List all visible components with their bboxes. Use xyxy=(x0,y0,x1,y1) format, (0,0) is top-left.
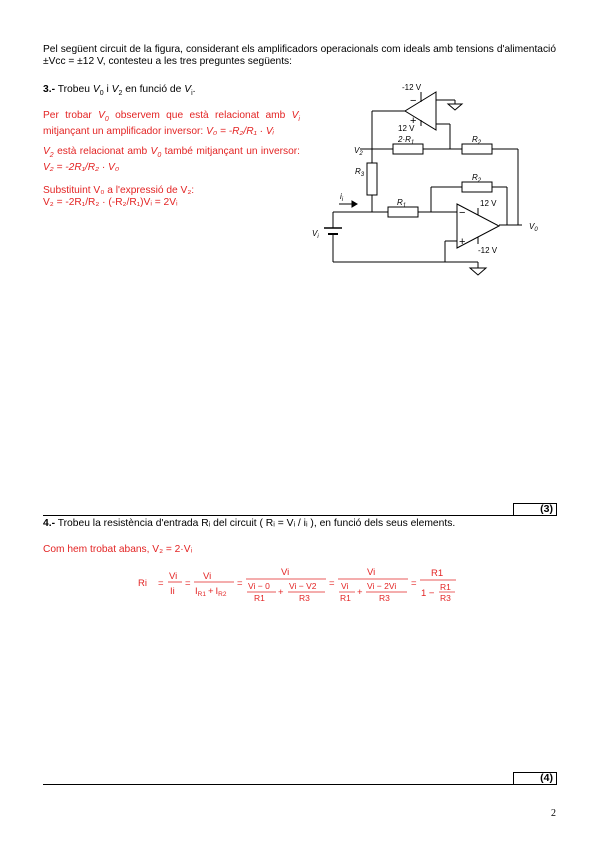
divider-line-4 xyxy=(43,784,557,785)
f-ir1: I xyxy=(195,586,198,597)
label-r2-mid: R xyxy=(472,173,478,182)
question-4 xyxy=(43,518,455,529)
f-ir2-sub: R2 xyxy=(218,591,227,598)
svg-text:V2 xyxy=(354,146,363,157)
label-v0: V xyxy=(529,222,535,231)
answer-equation: V₂ = -2R₁/R₂ · V₀ xyxy=(43,161,120,173)
f-ri: Ri xyxy=(138,578,147,589)
answer-3-paragraph-2: $V_2$ està relacionat amb $V_0$ també mitjançant un inversor: V₂ = -2R₁/R₂ · V₀ xyxy=(43,146,300,173)
svg-text:V0 xyxy=(529,222,538,233)
f-one-minus: 1 − xyxy=(421,588,435,599)
ground-bottom xyxy=(470,268,486,275)
q3-text: i xyxy=(103,84,112,95)
label-ii: i xyxy=(340,192,342,201)
answer-text: mitjançant un amplificador inversor: xyxy=(43,125,207,137)
f-vi: Vi xyxy=(341,581,349,591)
answer-3-paragraph-3 xyxy=(43,185,300,208)
f-eq: = xyxy=(329,578,335,589)
f-vi0: Vi − 0 xyxy=(248,581,270,591)
answer-3-paragraph-1: Per trobar $V_0$ observem que està relacionat amb $V_i$ mitjançant un amplificador inversor: V₀ = -R₂/R₁ · Vᵢ xyxy=(43,110,300,137)
answer-text: Per trobar xyxy=(43,110,99,121)
circuit-diagram xyxy=(300,76,550,286)
label-r1: R xyxy=(397,198,403,207)
f-eq: = xyxy=(158,578,164,589)
f-eq: = xyxy=(411,578,417,589)
q3-v0-sub: 0 xyxy=(99,90,104,98)
svg-text:ii xyxy=(340,192,344,203)
label-v2: V xyxy=(354,146,360,155)
question-4-number: 4.- xyxy=(43,518,56,529)
ground-top xyxy=(448,104,462,110)
f-vi-2vi: Vi − 2Vi xyxy=(367,581,397,591)
answer-text: Substituint V₀ a l'expressió de V₂: xyxy=(43,185,195,196)
q3-text: en funció de xyxy=(122,84,185,95)
label-vi-sub: i xyxy=(317,234,319,240)
f-plus: + xyxy=(357,587,363,598)
question-3-number: 3.- xyxy=(43,84,56,95)
q3-vi: V xyxy=(184,84,192,95)
f-r3: R3 xyxy=(379,593,390,603)
label-pos12-bot: 12 V xyxy=(480,199,497,208)
resistor-r3 xyxy=(367,163,377,195)
answer-text: observem que està relacionat amb xyxy=(108,110,292,121)
f-vi: Vi xyxy=(203,571,212,582)
label-v2-sub: 2 xyxy=(359,151,363,157)
f-r1: R1 xyxy=(440,582,451,592)
q3-v2: V xyxy=(111,84,119,95)
f-plus: + xyxy=(207,586,214,597)
f-eq: = xyxy=(237,578,243,589)
q3-v2-sub: 2 xyxy=(118,90,123,98)
question-3 xyxy=(43,84,196,97)
q3-vi-sub: i xyxy=(191,90,193,98)
label-neg12-bot: -12 V xyxy=(478,246,498,255)
opamp-bot-plus: + xyxy=(459,236,466,248)
intro-paragraph: Pel següent circuit de la figura, considerant els amplificadors operacionals com ideals amb tensions d'alimentació ±Vcc = ±12 V, contesteu a les tres preguntes següents: xyxy=(43,44,556,68)
f-vi-v2: Vi − V2 xyxy=(289,581,317,591)
question-4-text: Trobeu la resistència d'entrada Rᵢ del circuit ( Rᵢ = Vᵢ / iᵢ ), en funció dels seus elements. xyxy=(55,518,456,529)
label-r1-sub: 1 xyxy=(402,203,407,209)
score-box-3: (3) xyxy=(513,503,557,516)
label-2r1: 2·R xyxy=(398,135,411,144)
answer-equation: V₀ = -R₂/R₁ · Vᵢ xyxy=(206,125,274,137)
f-vi: Vi xyxy=(169,571,178,582)
opamp-top-plus: + xyxy=(410,115,417,127)
f-r1: R1 xyxy=(431,568,444,579)
answer-4-line: Com hem trobat abans, V₂ = 2·Vᵢ xyxy=(43,544,193,555)
page-number: 2 xyxy=(551,808,556,819)
ri-formula xyxy=(138,564,478,608)
svg-text:Vi xyxy=(312,229,319,240)
svg-text:R3 xyxy=(355,167,365,178)
label-r2-top: R xyxy=(472,135,478,144)
divider-line-3 xyxy=(43,515,557,516)
label-neg12-top: -12 V xyxy=(402,83,422,92)
resistor-2r1 xyxy=(393,144,423,154)
label-r3-sub: 3 xyxy=(360,172,365,178)
label-vi: V xyxy=(312,229,318,238)
q3-v0: V xyxy=(92,84,100,95)
f-r1: R1 xyxy=(254,593,265,603)
label-pos12-top: 12 V xyxy=(398,124,415,133)
answer-text: també mitjançant un inversor: xyxy=(161,146,300,157)
svg-text:IR1+IR2 xyxy=(195,586,227,598)
label-v0-sub: 0 xyxy=(534,227,538,233)
opamp-bot-minus: − xyxy=(459,207,466,219)
f-vi: Vi xyxy=(367,567,376,578)
f-ii: Ii xyxy=(170,586,175,597)
f-plus: + xyxy=(278,587,284,598)
f-eq: = xyxy=(185,578,191,589)
f-r3: R3 xyxy=(299,593,310,603)
answer-equation: V₂ = -2R₁/R₂ · (-R₂/R₁)Vᵢ = 2Vᵢ xyxy=(43,196,178,208)
f-vi: Vi xyxy=(281,567,290,578)
label-ii-sub: i xyxy=(341,197,344,203)
label-2r1-sub: 1 xyxy=(410,140,415,146)
q3-text: Trobeu xyxy=(55,84,93,95)
label-r2-top-sub: 2 xyxy=(477,140,482,146)
label-r3: R xyxy=(355,167,361,176)
label-r2-mid-sub: 2 xyxy=(477,178,482,184)
f-ir2: I xyxy=(215,586,219,597)
f-r1: R1 xyxy=(340,593,351,603)
score-box-4: (4) xyxy=(513,772,557,785)
f-r3: R3 xyxy=(440,593,451,603)
q3-text: . xyxy=(192,84,196,95)
f-ir1-sub: R1 xyxy=(197,591,206,598)
answer-text: està relacionat amb xyxy=(53,146,151,157)
opamp-top-minus: − xyxy=(410,95,417,107)
